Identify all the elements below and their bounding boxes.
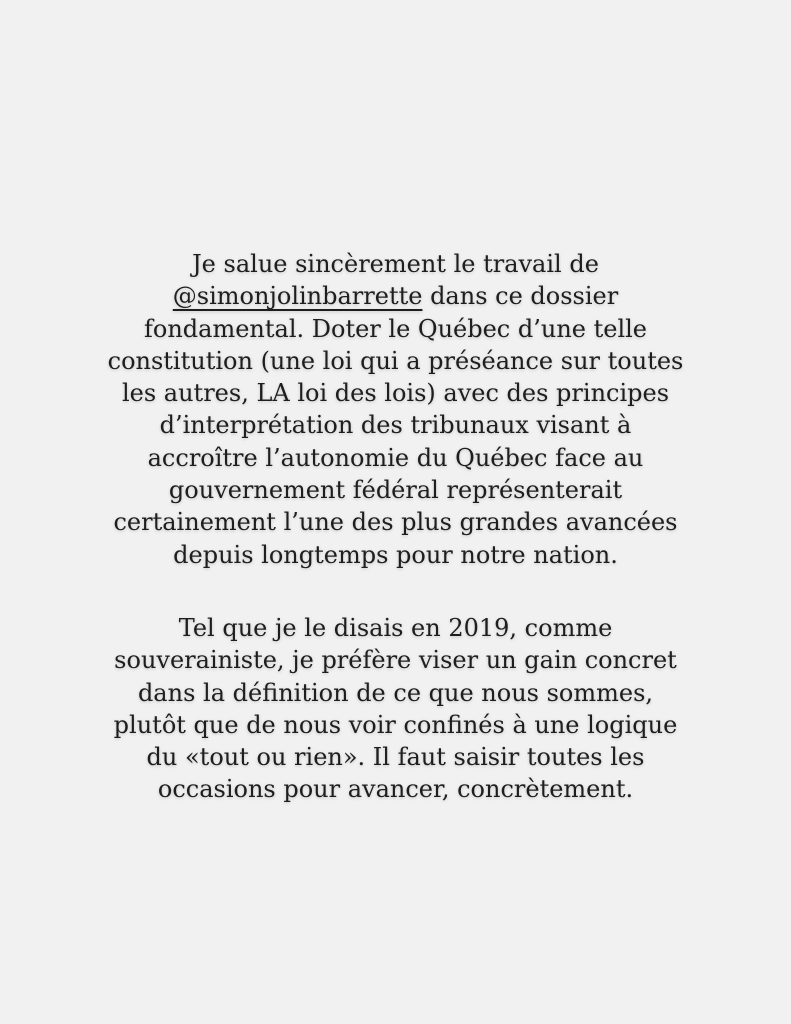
- text-line: du «tout ou rien». Il faut saisir toutes les: [146, 743, 645, 772]
- story-text: [0, 248, 791, 806]
- text-line-rest: dans ce dossier: [422, 282, 619, 311]
- text-line: gouvernement fédéral représenterait: [168, 476, 623, 505]
- text-line: plutôt que de nous voir confinés à une logique: [113, 710, 678, 739]
- text-line: Je salue sincèrement le travail de: [192, 250, 599, 278]
- text-line: Tel que je le disais en 2019, comme: [178, 613, 613, 642]
- paragraph-2: [0, 612, 791, 806]
- text-line: certainement l’une des plus grandes avancées: [113, 508, 678, 537]
- text-line: accroître l’autonomie du Québec face au: [147, 443, 644, 472]
- text-line: [0, 280, 791, 312]
- text-line: dans la définition de ce que nous sommes,: [137, 678, 654, 707]
- text-line: constitution (une loi qui a préséance sur toutes: [107, 346, 684, 375]
- text-line: les autres, LA loi des lois) avec des principes: [121, 379, 670, 408]
- text-line: souverainiste, je préfère viser un gain concret: [114, 646, 677, 675]
- mention-link[interactable]: @simonjolinbarrette: [172, 282, 423, 311]
- text-line: occasions pour avancer, concrètement.: [157, 775, 634, 804]
- paragraph-1: [0, 248, 791, 571]
- text-line: fondamental. Doter le Québec d’une telle: [143, 314, 648, 343]
- text-line: depuis longtemps pour notre nation.: [173, 540, 618, 569]
- text-line: d’interprétation des tribunaux visant à: [159, 411, 632, 440]
